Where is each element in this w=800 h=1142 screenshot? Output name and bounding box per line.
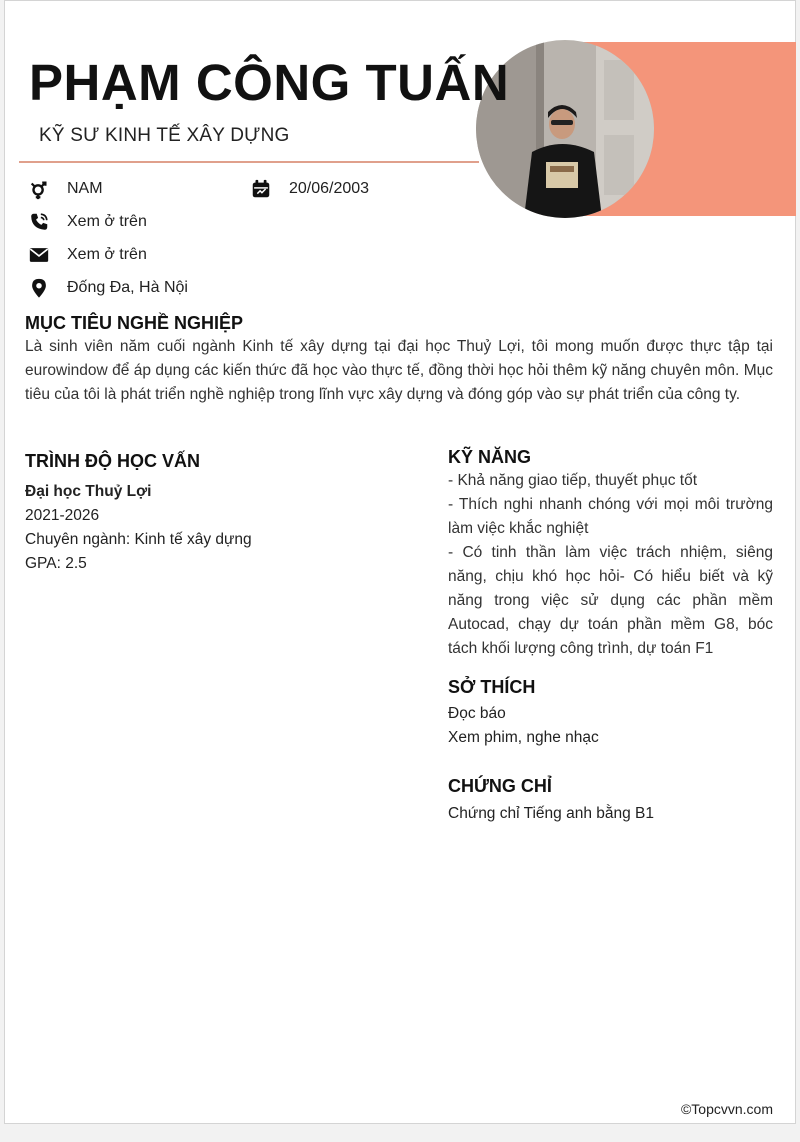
skill-item: - Khả năng giao tiếp, thuyết phục tốt — [448, 472, 698, 489]
certificate-item: Chứng chỉ Tiếng anh bằng B1 — [448, 805, 654, 822]
location-icon — [27, 276, 51, 300]
email-value: Xem ở trên — [67, 246, 147, 263]
education-school: Đại học Thuỷ Lợi — [25, 483, 152, 500]
certificates-title: CHỨNG CHỈ — [448, 776, 552, 796]
education-years: 2021-2026 — [25, 507, 100, 524]
calendar-icon — [249, 177, 273, 201]
hobby-item: Xem phim, nghe nhạc — [448, 729, 599, 746]
cv-page — [4, 0, 796, 1124]
hobbies-title: SỞ THÍCH — [448, 677, 536, 697]
skills-title: KỸ NĂNG — [448, 447, 532, 467]
address-value: Đống Đa, Hà Nội — [67, 279, 188, 296]
phone-value: Xem ở trên — [67, 213, 147, 230]
skill-item: - Thích nghi nhanh chóng với mọi môi trường làm việc khắc nghiệt — [448, 496, 773, 537]
gender-icon — [27, 177, 51, 201]
candidate-name: PHẠM CÔNG TUẤN — [29, 54, 510, 111]
header-divider — [19, 161, 479, 163]
education-gpa: GPA: 2.5 — [25, 555, 87, 572]
phone-icon — [27, 210, 51, 234]
hobby-item: Đọc báo — [448, 705, 506, 722]
objective-title: MỤC TIÊU NGHỀ NGHIỆP — [25, 313, 244, 333]
objective-text: Là sinh viên năm cuối ngành Kinh tế xây dựng tại đại học Thuỷ Lợi, tôi mong muốn được thực tập tại eurowindow để áp dụng các kiến thức đã học vào thực tế, đồng thời học hỏi thêm kỹ năng chuyên môn. Mục tiêu của tôi là phát triển nghề nghiệp trong lĩnh vực xây dựng và đóng góp vào sự phát triển của công ty. — [25, 338, 773, 403]
gender-value: NAM — [67, 180, 103, 197]
address-row — [27, 276, 188, 300]
skill-item: - Có tinh thần làm việc trách nhiệm, siêng năng, chịu khó học hỏi- Có hiểu biết và kỹ năng trong việc sử dụng các phần mềm Autocad, chạy dự toán phần mềm G8, bóc tách khối lượng công trình, dự toán F1 — [448, 544, 773, 657]
email-icon — [27, 243, 51, 267]
footer-credit: ©Topcvvn.com — [680, 1101, 773, 1117]
education-title: TRÌNH ĐỘ HỌC VẤN — [25, 451, 200, 471]
phone-row — [27, 210, 147, 234]
education-major: Chuyên ngành: Kinh tế xây dựng — [25, 531, 252, 548]
dob-value: 20/06/2003 — [289, 180, 370, 197]
dob-row — [249, 177, 369, 201]
email-row — [27, 243, 147, 267]
job-title: KỸ SƯ KINH TẾ XÂY DỰNG — [39, 125, 290, 146]
gender-row — [27, 177, 103, 201]
